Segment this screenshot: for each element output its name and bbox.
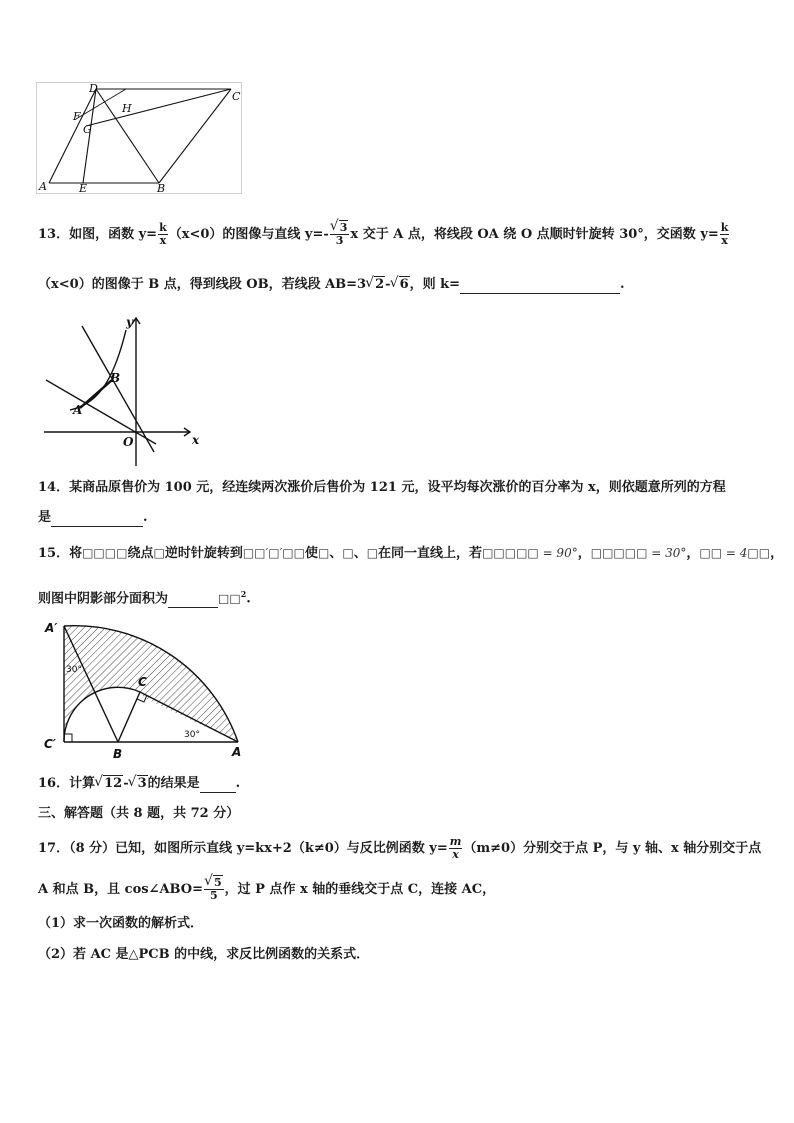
fig12-label-F: F xyxy=(73,110,81,123)
fraction-k-over-x-2: $\frac{k}{x}$ xyxy=(720,221,729,247)
fig12-label-G: G xyxy=(83,123,92,136)
fig12-label-C: C xyxy=(232,90,241,103)
fig13-label-x: x xyxy=(192,433,200,447)
fig15-label-C: C xyxy=(138,675,147,689)
q17-part1: （1）求一次函数的解析式． xyxy=(38,916,204,931)
fig12-label-A: A xyxy=(39,180,47,193)
fig12-label-D: D xyxy=(89,82,98,95)
fig15-label-C-prime: C′ xyxy=(44,737,56,751)
fig12-label-E: E xyxy=(79,182,88,194)
fraction-sqrt3-over-3: √ $\frac{3}{3}$ xyxy=(330,222,350,247)
figure-rotation-shaded xyxy=(42,620,250,762)
q13-answer-blank[interactable] xyxy=(460,279,620,294)
q14-line1: 14．某商品原售价为 100 元，经连续两次涨价后售价为 121 元，设平均每次涨价的百分率为 x，则依题意所列的方程 xyxy=(38,480,726,495)
sqrt-12: √ 12 xyxy=(95,775,123,793)
fig13-label-O: O xyxy=(123,435,134,449)
q15-answer-blank[interactable] xyxy=(168,593,218,608)
q17-part2: （2）若 AC 是△PCB 的中线，求反比例函数的关系式． xyxy=(38,947,370,962)
q16: 16．计算√ 12-√ 3的结果是 . xyxy=(38,775,240,793)
figure-parallelogram xyxy=(36,82,242,194)
q17-line2: A 和点 B，且 cos∠ABO= √ $\frac{5}{5}$ ，过 P 点作 x 轴的垂线交于点 C，连接 AC， xyxy=(38,877,495,902)
sqrt-2: √ 2 xyxy=(366,276,385,294)
q13-line1: 13．如图，函数 y= $\frac{k}{x}$ （x<0）的图像与直线 y=- √ $\frac{3}{3}$ x 交于 A 点，将线段 OA 绕 O 点顺时针旋转 30°，交函数 y= $\frac{k}{x}$ xyxy=(38,222,730,247)
fig15-label-angle-bottom: 30° xyxy=(184,730,200,740)
fig13-label-A: A xyxy=(73,403,83,417)
fig12-label-B: B xyxy=(157,182,166,194)
section-3-heading: 三、解答题（共 8 题，共 72 分） xyxy=(38,806,240,821)
fig15-label-angle-top: 30° xyxy=(66,665,82,675)
fig15-label-A-prime: A′ xyxy=(45,621,58,635)
fraction-k-over-x: $\frac{k}{x}$ xyxy=(159,221,167,247)
sqrt-3: √ 3 xyxy=(129,775,148,793)
fraction-m-over-x: $\frac{m}{x}$ xyxy=(449,835,462,861)
q13-line2: （x<0）的图像于 B 点，得到线段 OB，若线段 AB=3√ 2-√ 6，则 k= . xyxy=(38,276,625,294)
q15-line1: 15．将□□□□绕点□逆时针旋转到□□′□′□□使□、□、□在同一直线上，若□□□□□ = 90°，□□□□□ = 30°，□□ = 4□□， xyxy=(38,546,784,561)
fig12-label-H: H xyxy=(122,102,132,115)
q14-answer-blank[interactable] xyxy=(51,512,143,527)
fig13-label-B: B xyxy=(110,371,121,385)
fig15-label-A: A xyxy=(232,745,242,759)
figure-hyperbola xyxy=(40,312,208,470)
q16-answer-blank[interactable] xyxy=(200,778,236,793)
q15-line2: 则图中阴影部分面积为 □□$^2$. xyxy=(38,589,251,607)
q17-line1: 17．（8 分）已知，如图所示直线 y=kx+2（k≠0）与反比例函数 y= $\frac{m}{x}$ （m≠0）分别交于点 P，与 y 轴、x 轴分别交于点 xyxy=(38,835,762,861)
q14-line2: 是 . xyxy=(38,510,148,525)
fraction-sqrt5-over-5: √ $\frac{5}{5}$ xyxy=(204,877,224,902)
sqrt-6: √ 6 xyxy=(391,276,410,294)
fig15-label-B: B xyxy=(113,747,123,761)
fig13-label-y: y xyxy=(126,315,133,329)
